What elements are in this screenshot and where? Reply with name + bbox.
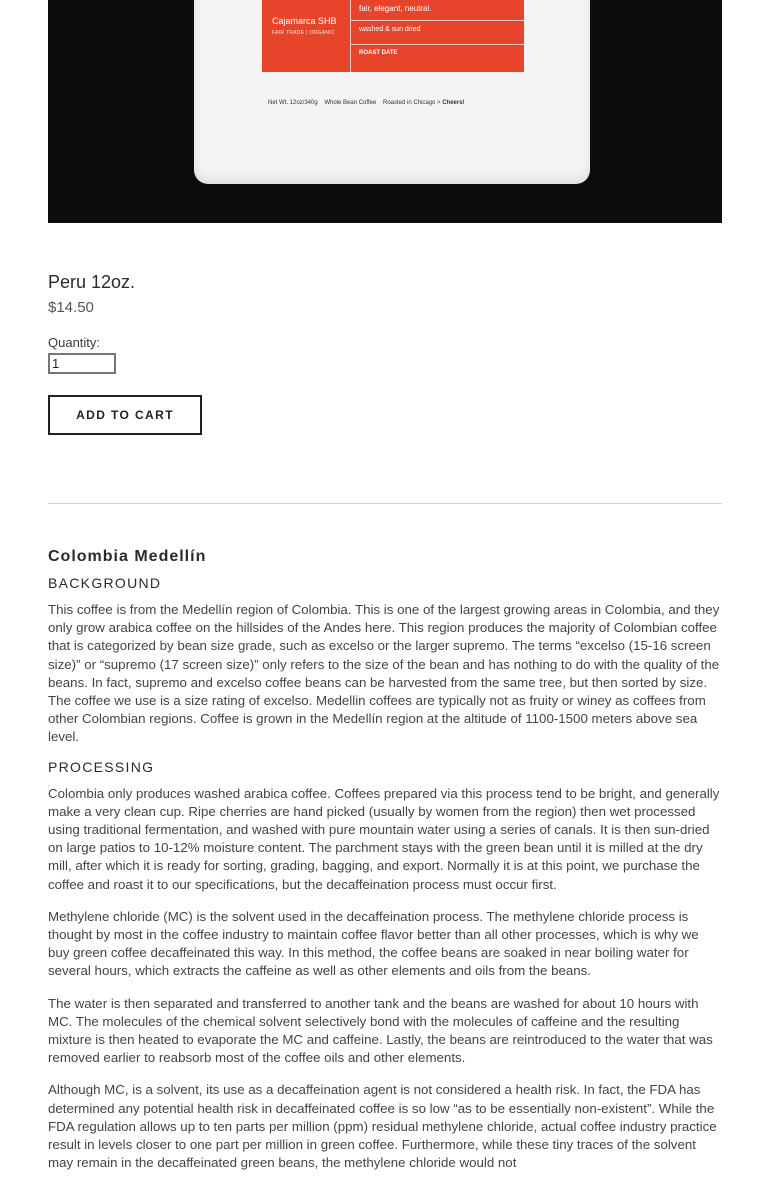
processing-paragraph: The water is then separated and transferred to another tank and the beans are washed for about 10 hours with MC. The molecules of the chemical solvent selectively bond with the molecules of caffeine and the resulting mixture is then heated to evaporate the MC and caffeine. Lastly, the beans are reintroduced to the water that was removed earlier to reabsorb most of the coffee oils and other elements.	[48, 995, 713, 1066]
section-divider	[48, 503, 722, 504]
bag-info-column	[350, 0, 525, 72]
background-heading: BACKGROUND	[48, 575, 162, 591]
add-to-cart-button[interactable]: ADD TO CART	[48, 395, 202, 435]
bag-process: washed & sun dried	[359, 26, 421, 33]
bag-divider	[351, 44, 525, 45]
product-photo	[48, 0, 722, 223]
bag-type: Whole Bean Coffee	[324, 100, 377, 106]
bag-weight: Net Wt. 12oz/340g	[268, 100, 318, 106]
bag-label	[262, 0, 524, 72]
processing-paragraph: Methylene chloride (MC) is the solvent used in the decaffeination process. The methylene chloride process is thought by most in the coffee industry to maintain coffee flavor better than all other processes, which is why we buy green coffee decaffeinated this way. In this method, the coffee beans are soaked in near boiling water for several hours, which extracts the caffeine as well as other elements and oils from the beans.	[48, 908, 699, 979]
quantity-label: Quantity:	[48, 335, 101, 350]
bag-footer	[268, 100, 465, 106]
coffee-bag-image	[194, 0, 590, 184]
description-heading: Colombia Medellín	[48, 548, 207, 565]
quantity-input[interactable]	[48, 353, 116, 374]
product-price: $14.50	[48, 299, 94, 316]
product-title: Peru 12oz.	[48, 272, 136, 292]
product-description	[48, 548, 722, 1186]
bag-certification: FAIR TRADE | ORGANIC	[272, 30, 335, 36]
bag-roasted: Roasted in Chicago >	[382, 100, 441, 106]
bag-divider	[351, 20, 525, 21]
processing-paragraph: Colombia only produces washed arabica coffee. Coffees prepared via this process tend to be bright, and generally make a very clean cup. Ripe cherries are hand picked (usually by women from the region) then wet processed using traditional fermentation, and washed with pure mountain water using a series of canals. It is then sun-dried on large patios to 10-12% moisture content. The parchment stays with the green bean until it is milled at the dry mill, after which it is ready for sorting, grading, bagging, and export. Normally it is at this point, we purchase the coffee and roast it to our specifications, but the decaffeination process must occur first.	[48, 785, 720, 892]
bag-brand: Cheers!	[442, 100, 465, 106]
bag-region: Cajamarca SHB	[272, 16, 337, 26]
processing-heading: PROCESSING	[48, 758, 155, 775]
bag-notes: fair, elegant, neutral.	[359, 4, 432, 13]
processing-paragraph: Although MC, is a solvent, its use as a decaffeination agent is not considered a health risk. In fact, the FDA has determined any potential health risk in decaffeinated coffee is so low “as to be essentially non-existent”. While the FDA regulation allows up to ten parts per million (ppm) residual methylene chloride, actual coffee industry practice result in levels closer to one part per million in green coffee. Furthermore, while these tiny traces of the solvent may remain in the decaffeinated green beans, the methylene chloride would not	[48, 1082, 717, 1171]
background-paragraph: This coffee is from the Medellín region of Colombia. This is one of the largest growing areas in Colombia, and they only grow arabica coffee on the hillsides of the Andes here. This region produces the majority of Colombian coffee that is categorized by bean size grade, such as excelso or the larger supremo. The terms “excelso (15-16 screen size)” or “supremo (17 screen size)” only refers to the size of the bean and has nothing to do with the quality of the beans. In fact, supremo and excelso coffee beans can be harvested from the same tree, but then sorted by size. The coffee we use is a size rating of excelso. Medellin coffees are typically not as fruity or winey as coffees from other Colombian regions. Coffee is grown in the Medellín region at the altitude of 1100-1500 meters above sea level.	[48, 602, 720, 745]
bag-roast-date-label: ROAST DATE	[359, 50, 398, 56]
